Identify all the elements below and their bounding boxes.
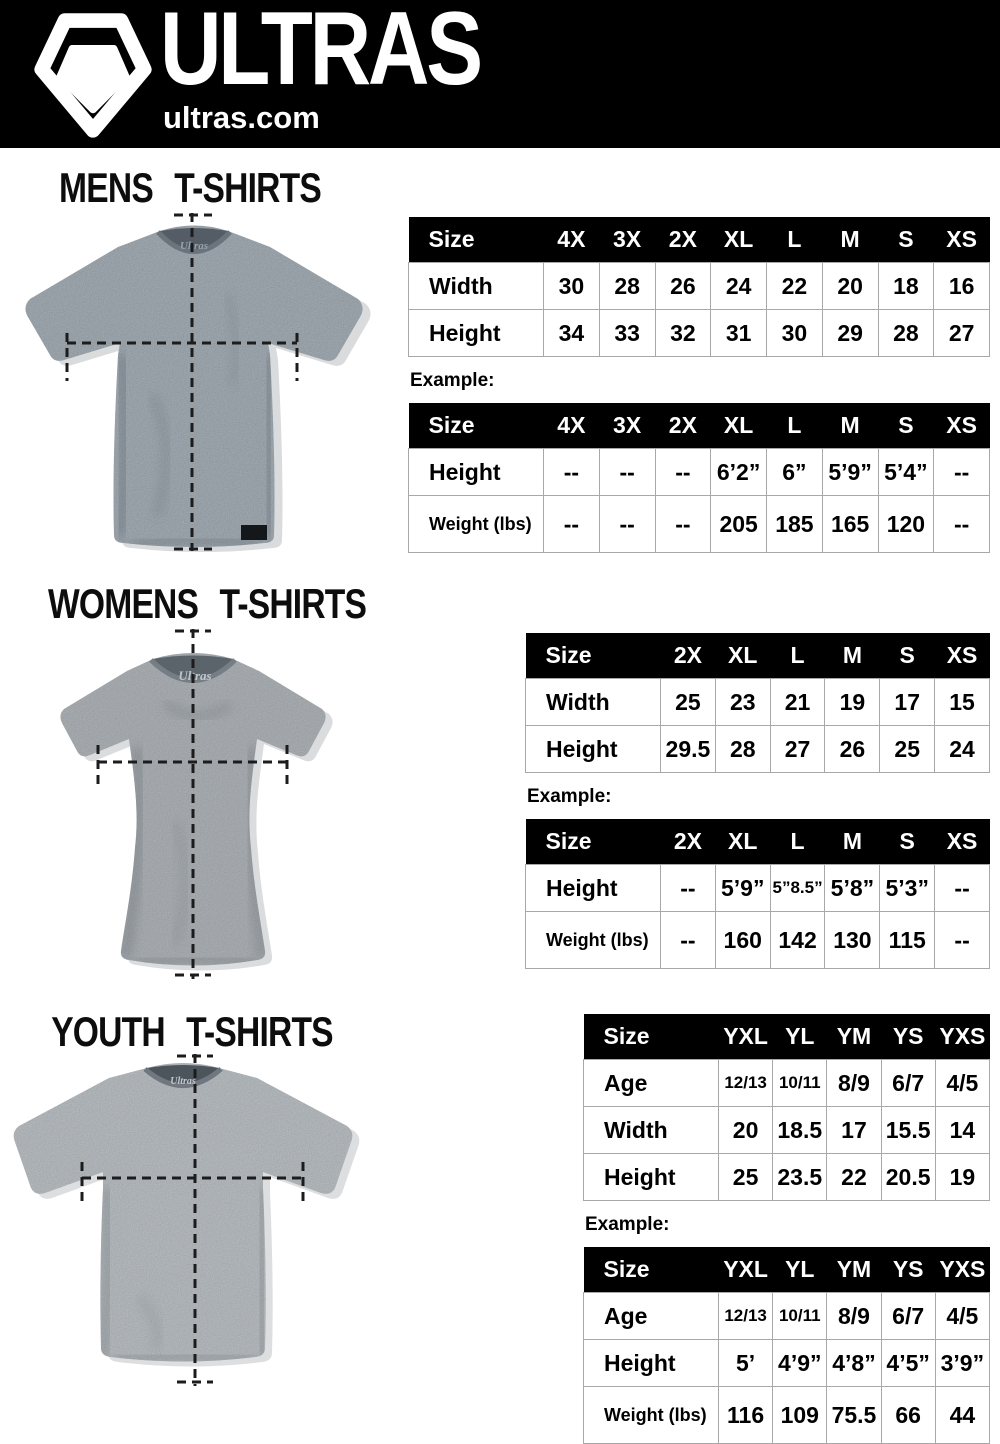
table-header-row: [584, 1247, 990, 1293]
cell-value: 6’2”: [711, 449, 767, 496]
cell-value: 30: [544, 263, 600, 310]
cell-value: 120: [878, 496, 934, 553]
col-header: YS: [881, 1014, 935, 1060]
row-label: Height: [526, 726, 661, 773]
cell-value: 17: [880, 679, 935, 726]
row-label: Weight (lbs): [584, 1387, 719, 1444]
cell-value: --: [599, 449, 655, 496]
cell-value: 22: [767, 263, 823, 310]
cell-value: 66: [881, 1387, 935, 1444]
youth-section-title: YOUTH T-SHIRTS: [51, 1008, 333, 1055]
womens-example-table: [525, 819, 990, 969]
cell-value: 18.5: [773, 1107, 827, 1154]
site-url: ultras.com: [163, 100, 320, 135]
cell-value: --: [935, 865, 990, 912]
row-label: Width: [584, 1107, 719, 1154]
youth-tshirt-image: [5, 1048, 375, 1393]
col-header: S: [880, 633, 935, 679]
cell-value: 22: [827, 1154, 881, 1201]
col-header: YS: [881, 1247, 935, 1293]
col-header: L: [770, 633, 825, 679]
cell-value: 24: [935, 726, 990, 773]
cell-value: --: [661, 912, 716, 969]
row-label: Age: [584, 1293, 719, 1340]
cell-value: 160: [715, 912, 770, 969]
mens-example-label: Example:: [410, 370, 495, 391]
table-header-row: [526, 819, 990, 865]
cell-value: --: [655, 496, 711, 553]
cell-value: 15: [935, 679, 990, 726]
col-header: M: [822, 403, 878, 449]
cell-value: 33: [599, 310, 655, 357]
youth-size-table: [583, 1014, 990, 1201]
col-header: YXL: [719, 1014, 773, 1060]
cell-value: 15.5: [881, 1107, 935, 1154]
table-row: [584, 1107, 990, 1154]
cell-value: 6/7: [881, 1060, 935, 1107]
row-label: Height: [409, 310, 544, 357]
cell-value: 4’9”: [773, 1340, 827, 1387]
cell-value: 31: [711, 310, 767, 357]
col-header: XL: [715, 633, 770, 679]
col-header: 2X: [655, 403, 711, 449]
cell-value: 5”8.5”: [770, 865, 825, 912]
col-header: S: [878, 217, 934, 263]
cell-value: --: [934, 496, 990, 553]
row-label: Height: [584, 1154, 719, 1201]
table-row: [584, 1154, 990, 1201]
col-header: XL: [711, 403, 767, 449]
col-header: YM: [827, 1247, 881, 1293]
col-header: M: [822, 217, 878, 263]
cell-value: 6/7: [881, 1293, 935, 1340]
cell-value: 12/13: [719, 1293, 773, 1340]
cell-value: --: [655, 449, 711, 496]
brand-wordmark: ULTRAS: [160, 0, 480, 107]
cell-value: 27: [934, 310, 990, 357]
col-header: XL: [715, 819, 770, 865]
womens-tshirt-image: [25, 623, 365, 983]
cell-value: 34: [544, 310, 600, 357]
col-header: XS: [935, 633, 990, 679]
cell-value: 5’3”: [880, 865, 935, 912]
col-header-size: Size: [526, 819, 661, 865]
col-header: 2X: [661, 819, 716, 865]
cell-value: 4/5: [935, 1060, 989, 1107]
col-header: XS: [934, 403, 990, 449]
svg-text:Ultras: Ultras: [178, 668, 212, 683]
cell-value: 5’: [719, 1340, 773, 1387]
table-row: [526, 726, 990, 773]
col-header: 3X: [599, 217, 655, 263]
col-header: L: [767, 403, 823, 449]
womens-example-label: Example:: [527, 786, 612, 807]
cell-value: 14: [935, 1107, 989, 1154]
table-row: [526, 912, 990, 969]
cell-value: 26: [825, 726, 880, 773]
col-header-size: Size: [526, 633, 661, 679]
cell-value: 20: [822, 263, 878, 310]
table-header-row: [409, 217, 990, 263]
col-header: YXS: [935, 1014, 989, 1060]
cell-value: 23: [715, 679, 770, 726]
col-header-size: Size: [409, 403, 544, 449]
womens-section-title: WOMENS T-SHIRTS: [48, 580, 367, 627]
table-row: [409, 496, 990, 553]
cell-value: 5’9”: [822, 449, 878, 496]
table-row: [526, 865, 990, 912]
cell-value: 5’9”: [715, 865, 770, 912]
cell-value: 5’4”: [878, 449, 934, 496]
cell-value: 8/9: [827, 1060, 881, 1107]
cell-value: 25: [880, 726, 935, 773]
cell-value: 19: [935, 1154, 989, 1201]
mens-section-title: MENS T-SHIRTS: [59, 164, 321, 211]
svg-text:Ultras: Ultras: [170, 1076, 196, 1087]
row-label: Height: [409, 449, 544, 496]
cell-value: 24: [711, 263, 767, 310]
cell-value: --: [599, 496, 655, 553]
cell-value: 44: [935, 1387, 989, 1444]
table-header-row: [584, 1014, 990, 1060]
table-header-row: [409, 403, 990, 449]
mens-tshirt-image: [2, 205, 386, 557]
col-header: YL: [773, 1014, 827, 1060]
cell-value: 18: [878, 263, 934, 310]
cell-value: 29.5: [661, 726, 716, 773]
cell-value: 75.5: [827, 1387, 881, 1444]
cell-value: 12/13: [719, 1060, 773, 1107]
cell-value: 32: [655, 310, 711, 357]
cell-value: 10/11: [773, 1060, 827, 1107]
table-row: [526, 679, 990, 726]
row-label: Age: [584, 1060, 719, 1107]
cell-value: 109: [773, 1387, 827, 1444]
col-header-size: Size: [584, 1247, 719, 1293]
mens-tables: [408, 217, 990, 553]
youth-tables: [583, 1014, 990, 1444]
cell-value: 19: [825, 679, 880, 726]
col-header: S: [880, 819, 935, 865]
cell-value: 17: [827, 1107, 881, 1154]
cell-value: 130: [825, 912, 880, 969]
cell-value: 28: [878, 310, 934, 357]
cell-value: 25: [719, 1154, 773, 1201]
table-row: [584, 1293, 990, 1340]
cell-value: 20: [719, 1107, 773, 1154]
col-header: YXL: [719, 1247, 773, 1293]
col-header: L: [770, 819, 825, 865]
table-row: [409, 449, 990, 496]
col-header: 3X: [599, 403, 655, 449]
col-header-size: Size: [409, 217, 544, 263]
cell-value: 28: [599, 263, 655, 310]
youth-example-label: Example:: [585, 1214, 670, 1235]
col-header-size: Size: [584, 1014, 719, 1060]
table-row: [584, 1060, 990, 1107]
mens-example-table: [408, 403, 990, 553]
cell-value: 4’8”: [827, 1340, 881, 1387]
cell-value: 6”: [767, 449, 823, 496]
col-header: 2X: [655, 217, 711, 263]
row-label: Width: [409, 263, 544, 310]
cell-value: 165: [822, 496, 878, 553]
mens-size-table: [408, 217, 990, 357]
cell-value: 185: [767, 496, 823, 553]
header-bar: [0, 0, 1000, 148]
col-header: 4X: [544, 403, 600, 449]
cell-value: 23.5: [773, 1154, 827, 1201]
col-header: 4X: [544, 217, 600, 263]
cell-value: 21: [770, 679, 825, 726]
col-header: YXS: [935, 1247, 989, 1293]
cell-value: 26: [655, 263, 711, 310]
cell-value: 16: [934, 263, 990, 310]
col-header: M: [825, 819, 880, 865]
cell-value: 8/9: [827, 1293, 881, 1340]
table-row: [584, 1340, 990, 1387]
table-row: [409, 263, 990, 310]
cell-value: 10/11: [773, 1293, 827, 1340]
cell-value: 4/5: [935, 1293, 989, 1340]
cell-value: 115: [880, 912, 935, 969]
col-header: L: [767, 217, 823, 263]
youth-example-table: [583, 1247, 990, 1444]
col-header: YL: [773, 1247, 827, 1293]
col-header: S: [878, 403, 934, 449]
pentagon-shield-icon: [32, 8, 154, 138]
svg-text:Ultras: Ultras: [179, 240, 209, 252]
cell-value: 30: [767, 310, 823, 357]
row-label: Weight (lbs): [526, 912, 661, 969]
cell-value: 205: [711, 496, 767, 553]
cell-value: 29: [822, 310, 878, 357]
table-row: [409, 310, 990, 357]
row-label: Height: [584, 1340, 719, 1387]
cell-value: 116: [719, 1387, 773, 1444]
table-header-row: [526, 633, 990, 679]
row-label: Width: [526, 679, 661, 726]
col-header: 2X: [661, 633, 716, 679]
cell-value: --: [544, 449, 600, 496]
cell-value: --: [934, 449, 990, 496]
row-label: Height: [526, 865, 661, 912]
cell-value: 5’8”: [825, 865, 880, 912]
cell-value: --: [935, 912, 990, 969]
womens-size-table: [525, 633, 990, 773]
cell-value: 3’9”: [935, 1340, 989, 1387]
col-header: XL: [711, 217, 767, 263]
row-label: Weight (lbs): [409, 496, 544, 553]
cell-value: 20.5: [881, 1154, 935, 1201]
col-header: XS: [935, 819, 990, 865]
cell-value: --: [544, 496, 600, 553]
col-header: XS: [934, 217, 990, 263]
cell-value: 28: [715, 726, 770, 773]
cell-value: 142: [770, 912, 825, 969]
cell-value: --: [661, 865, 716, 912]
col-header: YM: [827, 1014, 881, 1060]
cell-value: 25: [661, 679, 716, 726]
womens-tables: [525, 633, 990, 969]
cell-value: 4’5”: [881, 1340, 935, 1387]
col-header: M: [825, 633, 880, 679]
cell-value: 27: [770, 726, 825, 773]
table-row: [584, 1387, 990, 1444]
